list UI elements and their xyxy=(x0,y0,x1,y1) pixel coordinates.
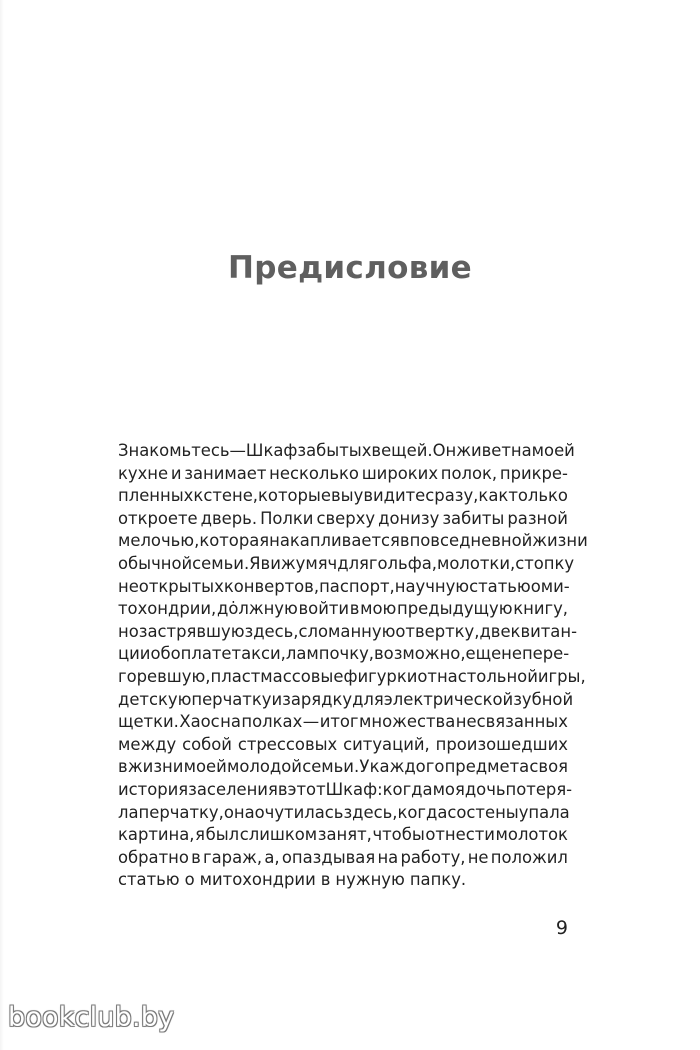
text-line: картина, я был слишком занят, чтобы отнести молоток xyxy=(118,825,568,845)
text-line: неоткрытых конвертов, паспорт, научную статью о ми- xyxy=(118,576,570,596)
text-line: ции об оплате такси, лампочку, возможно, еще не пере- xyxy=(118,644,570,664)
text-line: тохондрии, дȯлжную войти в мою предыдущую книгу, xyxy=(118,599,568,619)
text-line: щетки. Хаос на полках — итог множества несвязанных xyxy=(118,712,568,732)
page-number: 9 xyxy=(555,917,568,939)
text-line: горевшую, пластмассовые фигурки от настольной игры, xyxy=(118,666,586,686)
body-paragraph xyxy=(118,440,588,892)
text-line: статью о митохондрии в нужную папку. xyxy=(118,870,467,890)
text-line: между собой стрессовых ситуаций, произошедших xyxy=(118,734,568,754)
chapter-title: Предисловие xyxy=(228,250,472,286)
text-line: откроете дверь. Полки сверху донизу забиты разной xyxy=(118,508,568,528)
text-line: ла перчатку, она очутилась здесь, когда со стены упала xyxy=(118,802,570,822)
text-line: история заселения в этот Шкаф: когда моя дочь потеря- xyxy=(118,779,573,799)
text-line: Знакомьтесь — Шкаф забытых вещей. Он живет на моей xyxy=(118,441,575,460)
text-line: мелочью, которая накапливается в повседневной жизни xyxy=(118,531,588,551)
text-line: в жизни моей молодой семьи. У каждого предмета своя xyxy=(118,757,568,777)
text-line: пленных к стене, которые вы увидите сразу, как только xyxy=(118,486,568,506)
text-line: но застрявшую здесь, сломанную отвертку, две квитан- xyxy=(118,621,577,641)
text-line: обычной семьи. Я вижу мяч для гольфа, молотки, стопку xyxy=(118,553,575,573)
text-line: кухне и занимает несколько широких полок, прикре- xyxy=(118,463,568,483)
watermark-logo: bookclub.by xyxy=(8,1002,175,1033)
text-line: детскую перчатку и зарядку для электрической зубной xyxy=(118,689,574,709)
page-edge xyxy=(0,0,4,1050)
text-line: обратно в гараж, а, опаздывая на работу, не положил xyxy=(118,847,568,867)
